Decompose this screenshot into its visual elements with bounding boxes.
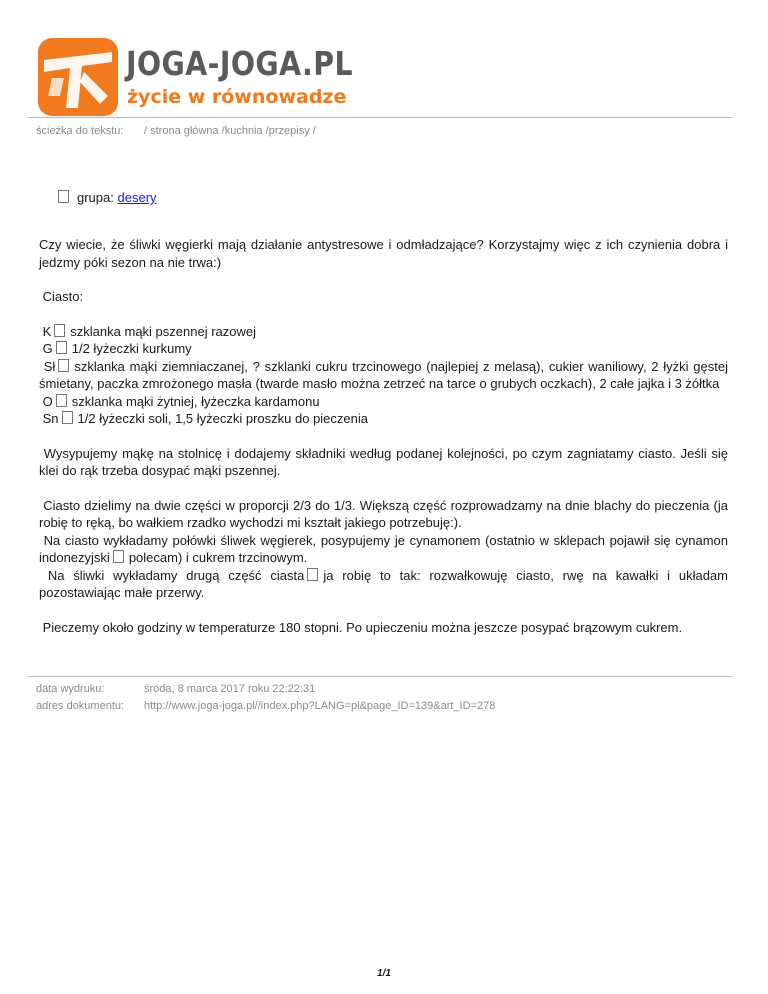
- group-label: grupa:: [77, 190, 114, 205]
- print-date: [36, 683, 315, 695]
- ingredient-item: [39, 323, 728, 341]
- document-address: [36, 700, 495, 712]
- ingredient-code: Sn: [42, 411, 59, 426]
- placeholder-glyph-icon: [58, 359, 69, 372]
- ingredient-item: [39, 340, 728, 358]
- ingredient-text: szklanka mąki pszennej razowej: [70, 323, 256, 339]
- ingredients-heading-text: Ciasto:: [42, 289, 84, 304]
- breadcrumb: [36, 125, 316, 137]
- step-plums-text-a: Na ciasto wykładamy połówki śliwek węgierek, posypujemy je cynamonem (ostatnio w sklepach pojawił się cynamon indonezyjski: [39, 532, 728, 565]
- ingredients-list: [39, 323, 728, 428]
- placeholder-glyph-icon: [54, 324, 65, 337]
- step-mix-text: Wysypujemy mąkę na stolnicę i dodajemy składniki według podanej kolejności, po czym zagniatamy ciasto. Jeśli się klei do rąk trzeba dosypać mąki pszennej.: [39, 445, 728, 478]
- ingredient-code: G: [42, 341, 53, 356]
- ingredient-item: [39, 358, 728, 393]
- ingredients-heading: [39, 288, 728, 306]
- ingredient-code: K: [42, 323, 52, 339]
- logo-mark-icon: [38, 38, 118, 116]
- placeholder-glyph-icon: [62, 411, 73, 424]
- ingredient-text: szklanka mąki żytniej, łyżeczka kardamonu: [71, 393, 320, 409]
- group-link-desery[interactable]: desery: [117, 190, 157, 205]
- print-date-label: data wydruku:: [36, 683, 105, 695]
- step-top: [39, 567, 728, 602]
- step-bake-text: Pieczemy około godziny w temperaturze 180 stopni. Po upieczeniu można jeszcze posypać brązowym cukrem.: [42, 619, 683, 635]
- step-top-text-b: ja robię to tak: rozwałkowuję ciasto, rwę na kawałki i układam pozostawiając małe przerwy.: [39, 567, 728, 600]
- document-address-value: http://www.joga-joga.pl//index.php?LANG=pl&page_ID=139&art_ID=278: [144, 700, 496, 712]
- placeholder-glyph-icon: [56, 341, 67, 354]
- placeholder-glyph-icon: [307, 568, 318, 581]
- step-divide-text: Ciasto dzielimy na dwie części w proporcji 2/3 do 1/3. Większą część rozprowadzamy na dnie blachy do pieczenia (ja robię to ręką, bo wałkiem rzadko wychodzi mi kształt jakiego potrzebuję:).: [39, 497, 728, 530]
- print-date-value: środa, 8 marca 2017 roku 22:22:31: [144, 683, 316, 695]
- ingredient-text: 1/2 łyżeczki kurkumy: [71, 341, 192, 356]
- ingredient-text: 1/2 łyżeczki soli, 1,5 łyżeczki proszku do pieczenia: [77, 411, 368, 426]
- placeholder-glyph-icon: [113, 550, 124, 563]
- article-body: [39, 236, 728, 653]
- placeholder-glyph-icon: [58, 190, 69, 203]
- intro-paragraph: Czy wiecie, że śliwki węgierki mają działanie antystresowe i odmładzające? Korzystajmy więc z ich czynienia dobra i jedzmy póki sezon na nie trwa:): [39, 237, 728, 270]
- logo-tagline: życie w równowadze: [127, 86, 347, 108]
- document-address-label: adres dokumentu:: [36, 700, 125, 712]
- ingredient-text: szklanka mąki ziemniaczanej, ? szklanki cukru trzcinowego (najlepiej z melasą), cukier waniliowy, 2 łyżki gęstej śmietany, paczka zmrożonego masła (twarde masło można zetrzeć na tarce o grubych oczkach), 2 całe jajka i 3 żółtka: [39, 358, 728, 391]
- step-divide: [39, 497, 728, 532]
- step-divide-group: [39, 497, 728, 602]
- logo-title: JOGA-JOGA.PL: [126, 44, 354, 83]
- ingredient-item: [39, 393, 728, 411]
- step-mix: [39, 445, 728, 480]
- step-plums: [39, 532, 728, 567]
- site-logo: [38, 38, 358, 116]
- header-divider: [28, 117, 732, 118]
- breadcrumb-value: / strona główna /kuchnia /przepisy /: [144, 125, 316, 137]
- step-plums-text-b: polecam) i cukrem trzcinowym.: [128, 550, 308, 565]
- footer-divider: [28, 676, 732, 677]
- page-number: 1/1: [377, 968, 391, 979]
- step-top-text-a: Na śliwki wykładamy drugą część ciasta: [47, 567, 305, 583]
- step-bake: [39, 619, 728, 637]
- ingredient-code: O: [42, 393, 53, 409]
- placeholder-glyph-icon: [56, 394, 67, 407]
- breadcrumb-label: ścieżka do tekstu:: [36, 125, 124, 137]
- ingredient-code: Sł: [43, 358, 56, 374]
- group-line: [58, 190, 157, 205]
- ingredient-item: [39, 410, 728, 428]
